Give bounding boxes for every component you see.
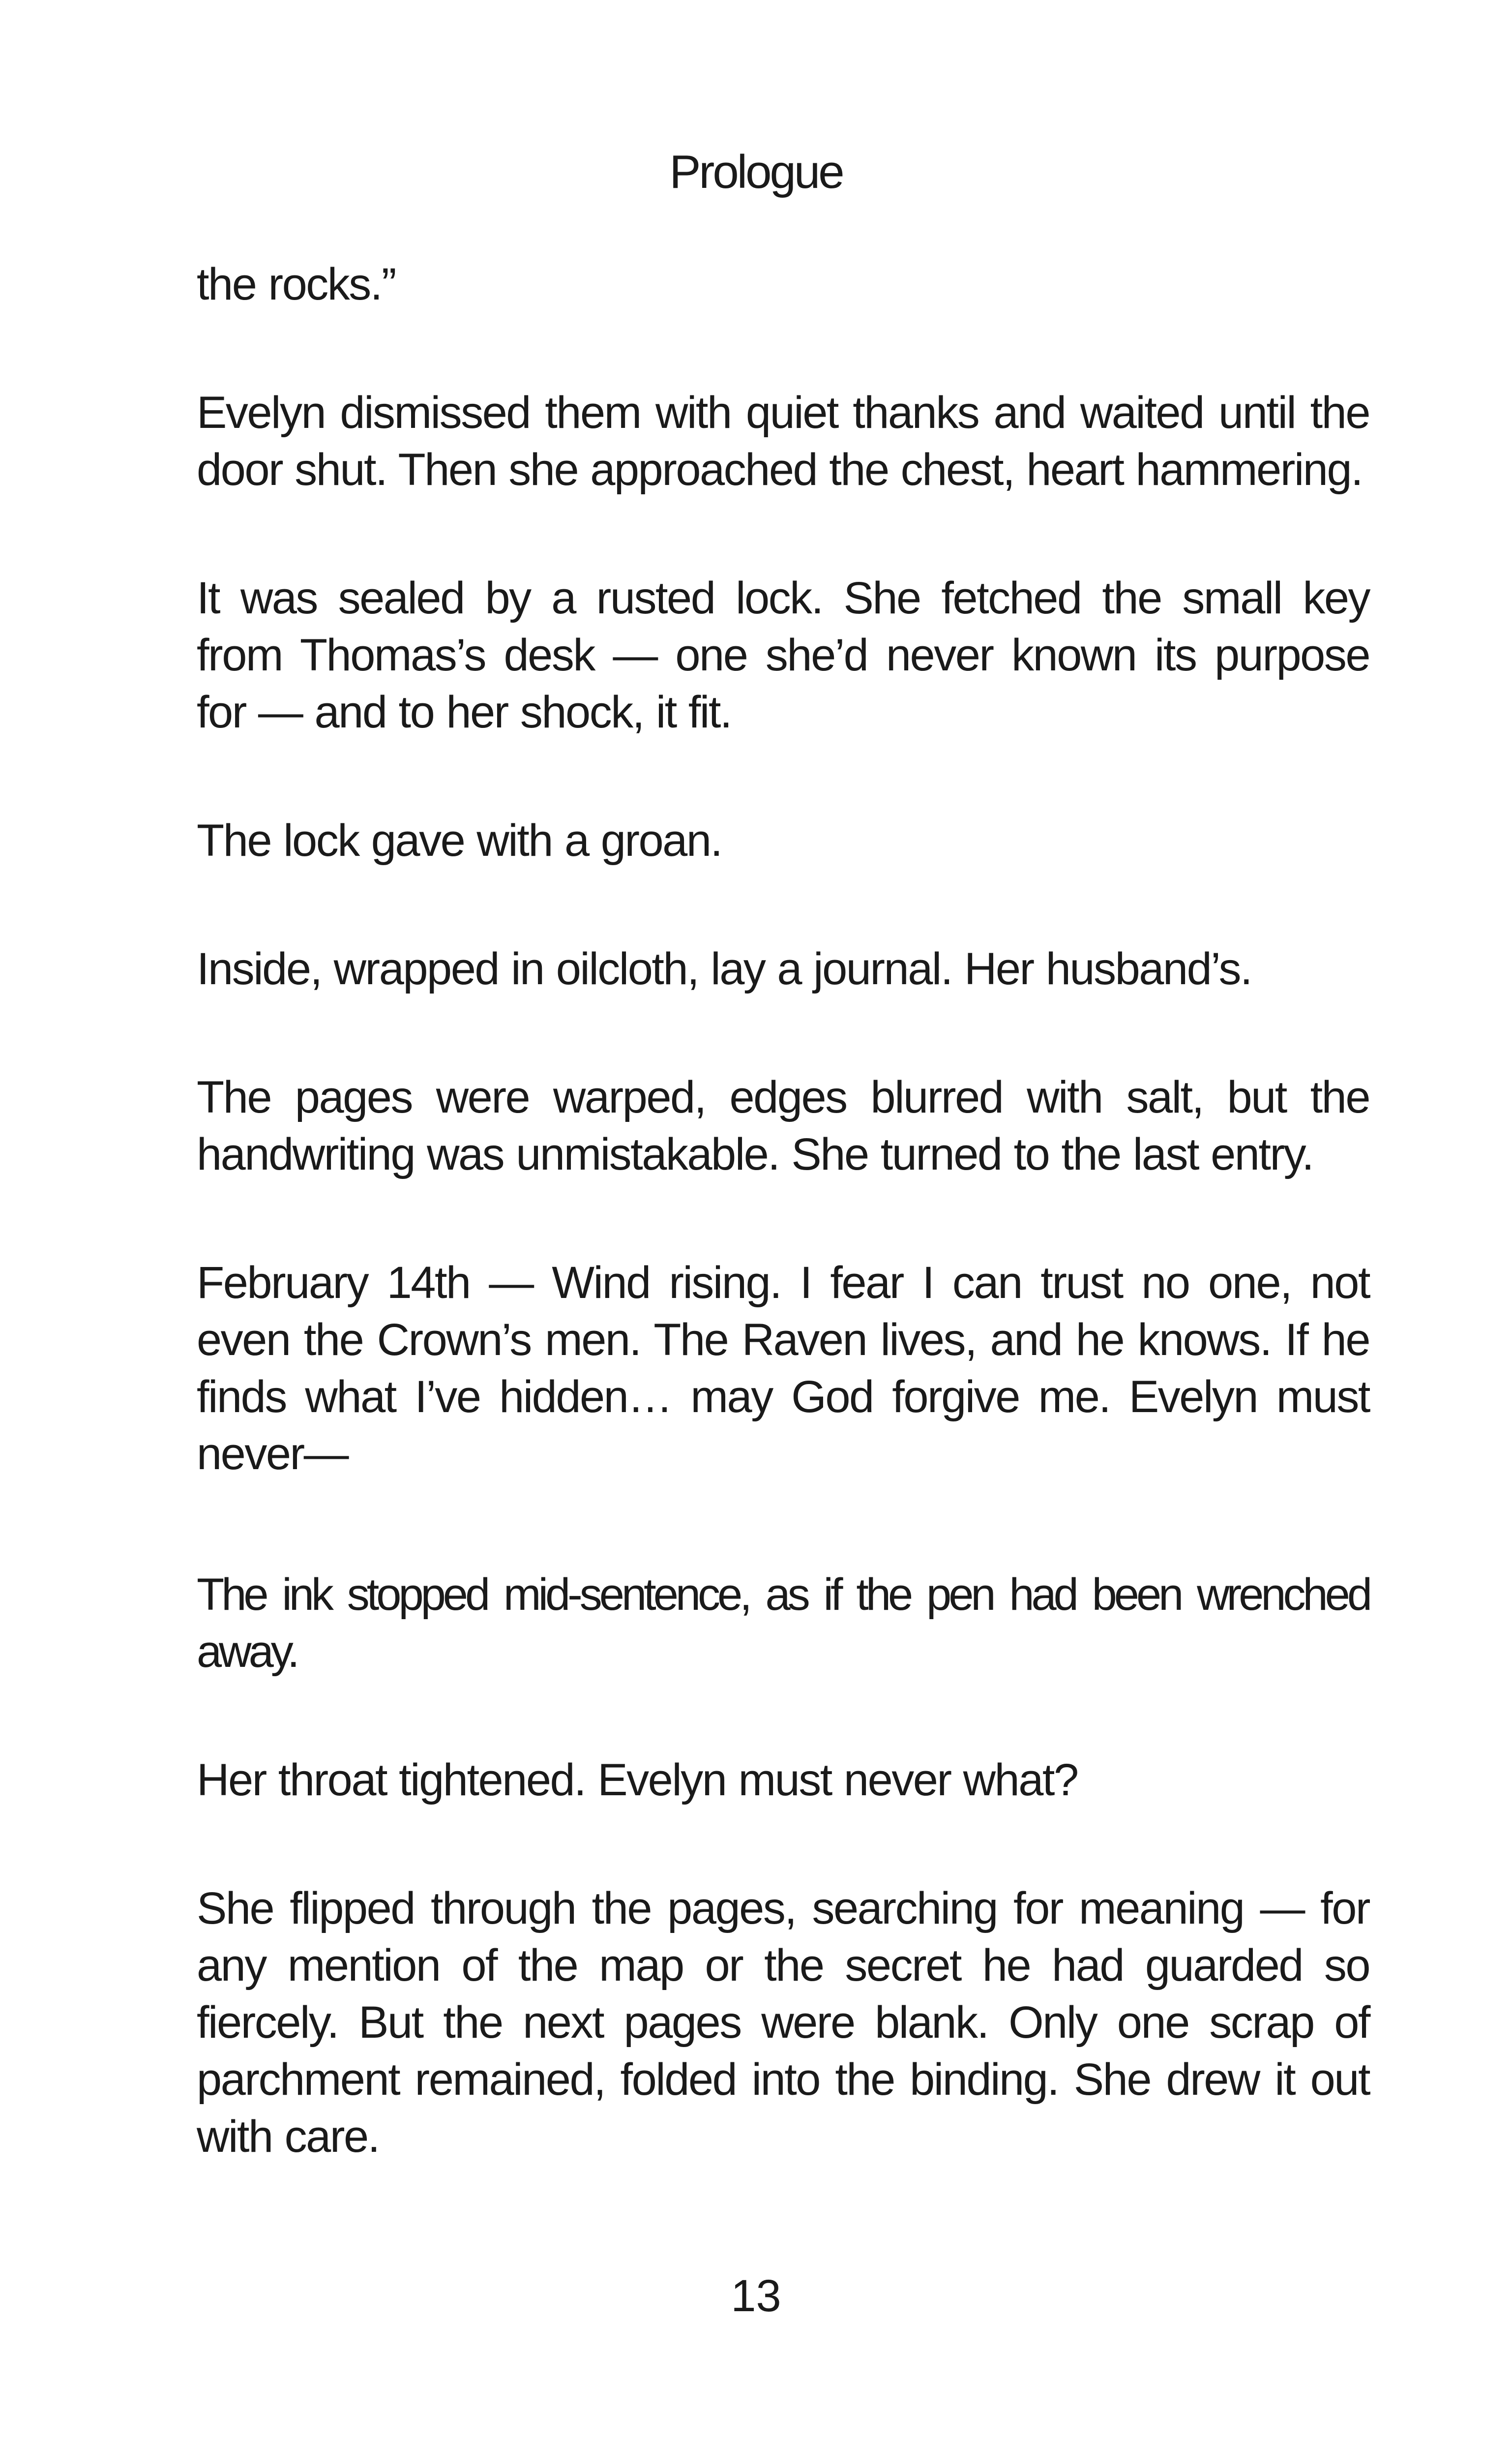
page-number: 13	[731, 2271, 781, 2321]
body-text	[197, 256, 1369, 2165]
paragraph: Evelyn dismissed them with quiet thanks and waited until the door shut. Then she approached the chest, heart hammering.	[197, 388, 1369, 495]
paragraph: Inside, wrapped in oilcloth, lay a journal. Her husband’s.	[197, 944, 1252, 994]
paragraph: Her throat tightened. Evelyn must never what?	[197, 1755, 1078, 1805]
paragraph: The ink stopped mid-sentence, as if the pen had been wrenched away.	[197, 1569, 1369, 1677]
paragraph: The lock gave with a groan.	[197, 815, 722, 866]
paragraph: The pages were warped, edges blurred with salt, but the handwriting was unmistakable. She turned to the last entry.	[197, 1072, 1369, 1179]
paragraph: She flipped through the pages, searching for meaning — for any mention of the map or the secret he had guarded so fiercely. But the next pages were blank. Only one scrap of parchment remained, folded into the binding. She drew it out with care.	[197, 1883, 1369, 2162]
running-head: Prologue	[669, 146, 843, 198]
paragraph: the rocks.”	[197, 259, 395, 309]
journal-entry: February 14th — Wind rising. I fear I can trust no one, not even the Crown’s men. The Raven lives, and he knows. If he finds what I’ve hidden… may God forgive me. Evelyn must never—	[197, 1258, 1369, 1479]
paragraph: It was sealed by a rusted lock. She fetched the small key from Thomas’s desk — one she’d never known its purpose for — and to her shock, it fit.	[197, 573, 1369, 737]
